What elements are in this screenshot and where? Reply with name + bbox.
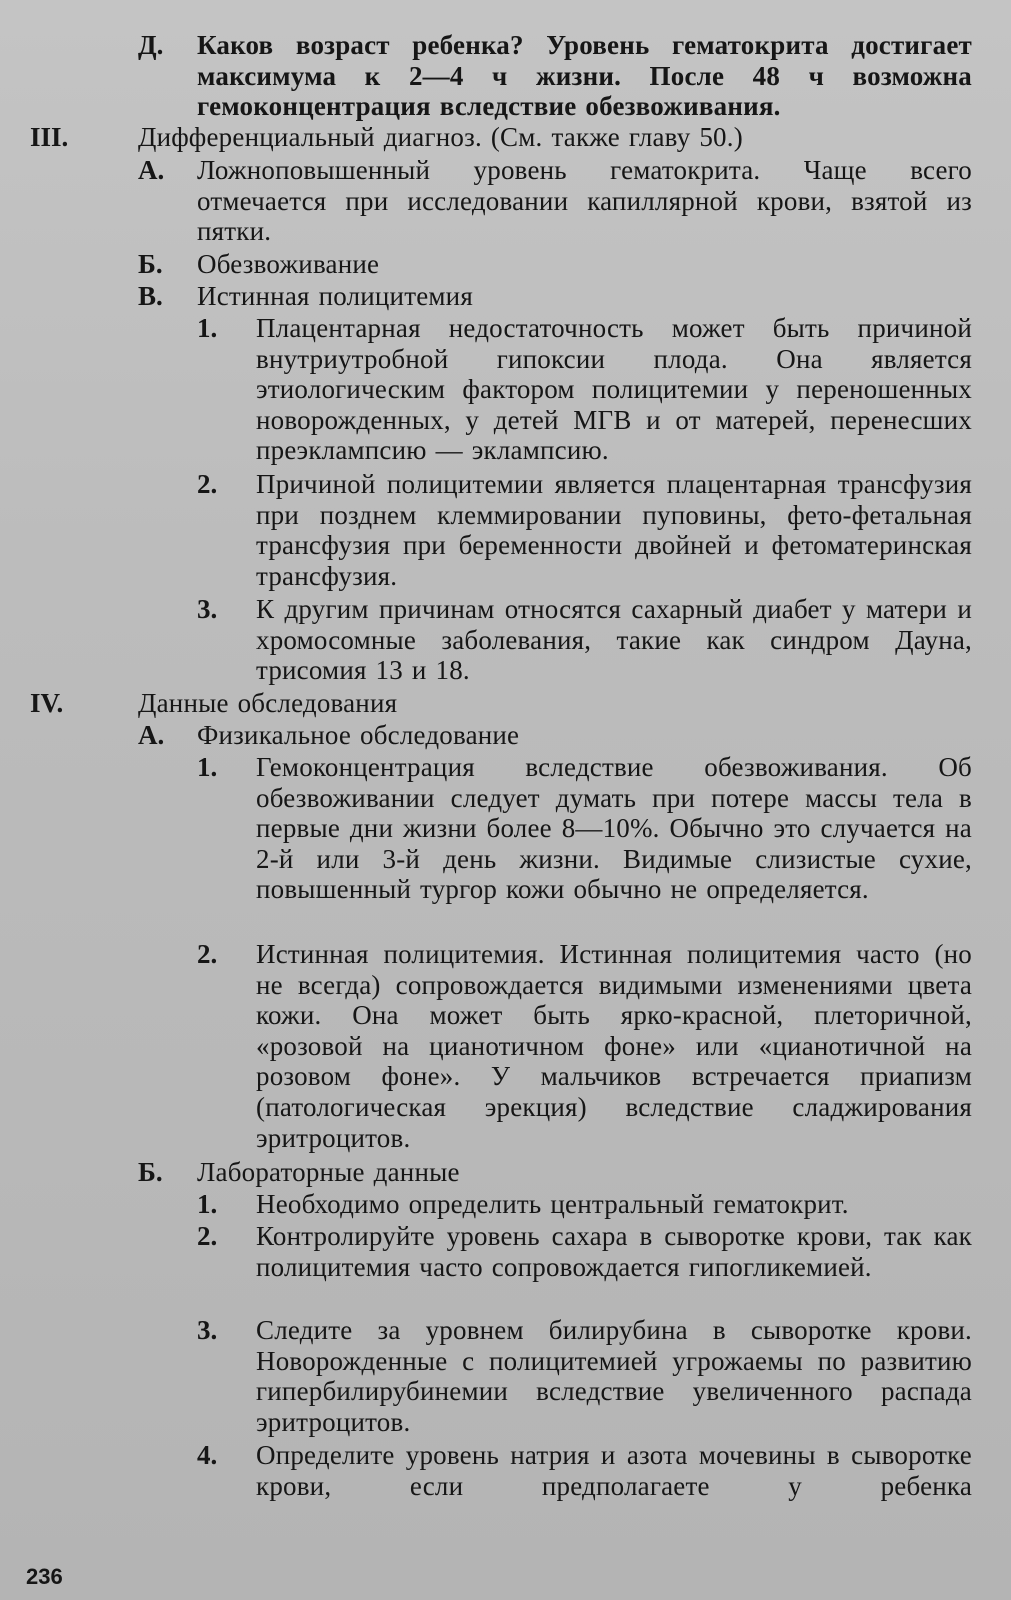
list-item: [0, 752, 1011, 938]
item-text: Гемоконцентрация вследствие обезвоживания. Об обезвоживании следует думать при потере массы тела в первые дни жизни более 8—10%. Обычно это случается на 2-й или 3-й день жизни. Видимые слизистые сухие, повышенный тургор кожи обычно не определяется.: [256, 752, 972, 905]
list-item: [0, 594, 1011, 687]
item-text: Истинная полицитемия. Истинная полицитемия часто (но не всегда) сопровождается видимыми изменениями цвета кожи. Она может быть ярко-красной, плеторичной, «розовой на цианотичном фоне» или «цианотичной на розовом фоне». У мальчиков встречается приапизм (патологическая эрекция) вследствие сладжирования эритроцитов.: [256, 939, 972, 1153]
list-item: [0, 1221, 1011, 1314]
item-marker: 4.: [197, 1440, 218, 1470]
item-text: Плацентарная недостаточность может быть причиной внутриутробной гипоксии плода. Она является этиологическим фактором полицитемии у переношенных новорожденных, у детей МГВ и от матерей, перенесших преэклампсию — эклампсию.: [256, 313, 972, 466]
item-marker: А.: [138, 155, 165, 185]
item-marker: Б.: [138, 249, 163, 279]
item-text: Истинная полицитемия: [197, 281, 473, 311]
item-text: Обезвоживание: [197, 249, 380, 279]
list-item: [0, 30, 1011, 123]
item-marker: 3.: [197, 594, 218, 624]
item-text: Физикальное обследование: [197, 720, 520, 750]
item-marker: 3.: [197, 1315, 218, 1345]
list-item: [0, 1440, 1011, 1502]
section-heading: [0, 122, 1011, 153]
list-item: [0, 469, 1011, 593]
item-text: Лабораторные данные: [197, 1157, 460, 1187]
item-marker: 1.: [197, 1189, 218, 1219]
item-text: К другим причинам относятся сахарный диабет у матери и хромосомные заболевания, такие как синдром Дауна, трисомия 13 и 18.: [256, 594, 972, 686]
item-marker: Д.: [138, 30, 164, 60]
item-text: Причиной полицитемии является плацентарная трансфузия при позднем клеммировании пуповины, фето-фетальная трансфузия при беременности двойней и фетоматеринская трансфузия.: [256, 469, 972, 591]
item-text: Контролируйте уровень сахара в сыворотке крови, так как полицитемия часто сопровождается гипогликемией.: [256, 1221, 972, 1282]
item-marker: 2.: [197, 939, 218, 969]
item-text: Ложноповышенный уровень гематокрита. Чаще всего отмечается при исследовании капиллярной крови, взятой из пятки.: [197, 155, 972, 247]
list-item: [0, 1189, 1011, 1220]
list-item: [0, 155, 1011, 248]
item-text: Определите уровень натрия и азота мочевины в сыворотке крови, если предполагаете у ребенка: [256, 1440, 972, 1501]
item-marker: 1.: [197, 313, 218, 343]
item-marker: 2.: [197, 1221, 218, 1251]
page-number: 236: [26, 1564, 63, 1589]
section-number: IV.: [30, 688, 64, 718]
section-title: Дифференциальный диагноз. (См. также главу 50.): [138, 122, 743, 152]
item-text: Следите за уровнем билирубина в сыворотке крови. Новорожденные с полицитемией угрожаемы по развитию гипербилирубинемии вследствие увеличенного распада эритроцитов.: [256, 1315, 972, 1437]
item-marker: 2.: [197, 469, 218, 499]
list-item: [0, 1315, 1011, 1439]
list-item: [0, 1157, 1011, 1188]
section-number: III.: [30, 122, 69, 152]
item-marker: Б.: [138, 1157, 163, 1187]
list-item: [0, 939, 1011, 1156]
list-item: [0, 313, 1011, 468]
item-text: Каков возраст ребенка? Уровень гематокрита достигает максимума к 2—4 ч жизни. После 48 ч возможна гемоконцентрация вследствие обезвоживания.: [197, 30, 972, 122]
item-marker: 1.: [197, 752, 218, 782]
section-title: Данные обследования: [138, 688, 398, 718]
section-heading: [0, 688, 1011, 719]
list-item: [0, 720, 1011, 751]
list-item: [0, 281, 1011, 312]
item-marker: В.: [138, 281, 163, 311]
list-item: [0, 249, 1011, 280]
item-text: Необходимо определить центральный гематокрит.: [256, 1189, 849, 1219]
item-marker: А.: [138, 720, 165, 750]
